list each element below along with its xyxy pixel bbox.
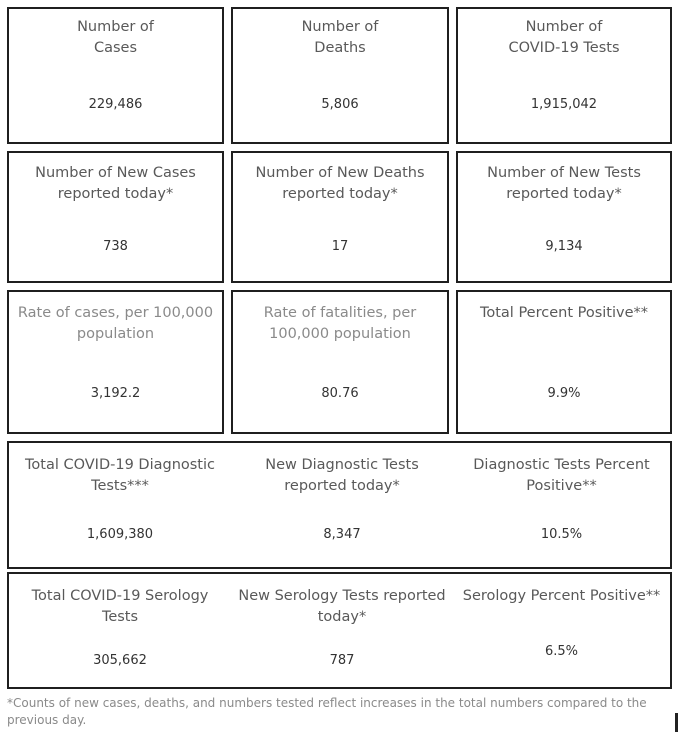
stat-label: Number of Cases [77,19,154,56]
stat-label: Total COVID-19 Diagnostic Tests*** [25,457,215,494]
stat-value: 17 [331,239,349,254]
diagnostic-tests-panel [7,441,672,569]
stat-value: 9.9% [547,386,581,401]
stat-value: 6.5% [544,644,579,659]
stat-label: Serology Percent Positive** [462,588,661,604]
stat-card-tests [456,7,672,144]
stat-label: New Diagnostic Tests reported today* [265,457,419,494]
stat-value: 1,915,042 [530,97,598,112]
stat-label: Number of New Cases reported today* [35,165,196,202]
serology-percent-cell [453,574,670,687]
stat-label: Total Percent Positive** [479,305,649,321]
stat-value: 5,806 [321,97,359,112]
stat-value: 9,134 [545,239,583,254]
diagnostic-total-cell [9,443,231,567]
stat-value: 1,609,380 [86,527,154,542]
stat-card-new-tests [456,151,672,283]
diagnostic-new-cell [231,443,453,567]
stat-card-case-rate [7,290,224,434]
stat-label: Rate of cases, per 100,000 population [17,305,214,342]
stat-label: Total COVID-19 Serology Tests [31,588,209,625]
stat-card-percent-positive [456,290,672,434]
stat-value: 80.76 [321,386,359,401]
stat-card-fatality-rate [231,290,449,434]
stat-card-new-cases [7,151,224,283]
serology-total-cell [9,574,231,687]
serology-tests-panel [7,572,672,689]
stat-value: 10.5% [540,527,583,542]
stat-value: 305,662 [93,653,147,668]
resize-handle[interactable] [675,713,678,732]
stat-label: Number of COVID-19 Tests [508,19,620,56]
serology-new-cell [231,574,453,687]
stat-card-cases [7,7,224,144]
stat-card-deaths [231,7,449,144]
stat-label: Rate of fatalities, per 100,000 population [263,305,417,342]
stat-label: New Serology Tests reported today* [238,588,446,625]
footnote: *Counts of new cases, deaths, and numbers tested reflect increases in the total numbers compared to the previous day. [7,696,647,727]
stat-label: Number of Deaths [301,19,379,56]
stat-label: Diagnostic Tests Percent Positive** [473,457,650,494]
stat-value: 738 [103,239,128,254]
stat-label: Number of New Deaths reported today* [255,165,425,202]
stat-value: 8,347 [323,527,361,542]
stat-value: 3,192.2 [90,386,141,401]
stat-label: Number of New Tests reported today* [487,165,641,202]
diagnostic-percent-cell [453,443,670,567]
stat-value: 229,486 [88,97,143,112]
stat-value: 787 [329,653,355,668]
stat-card-new-deaths [231,151,449,283]
